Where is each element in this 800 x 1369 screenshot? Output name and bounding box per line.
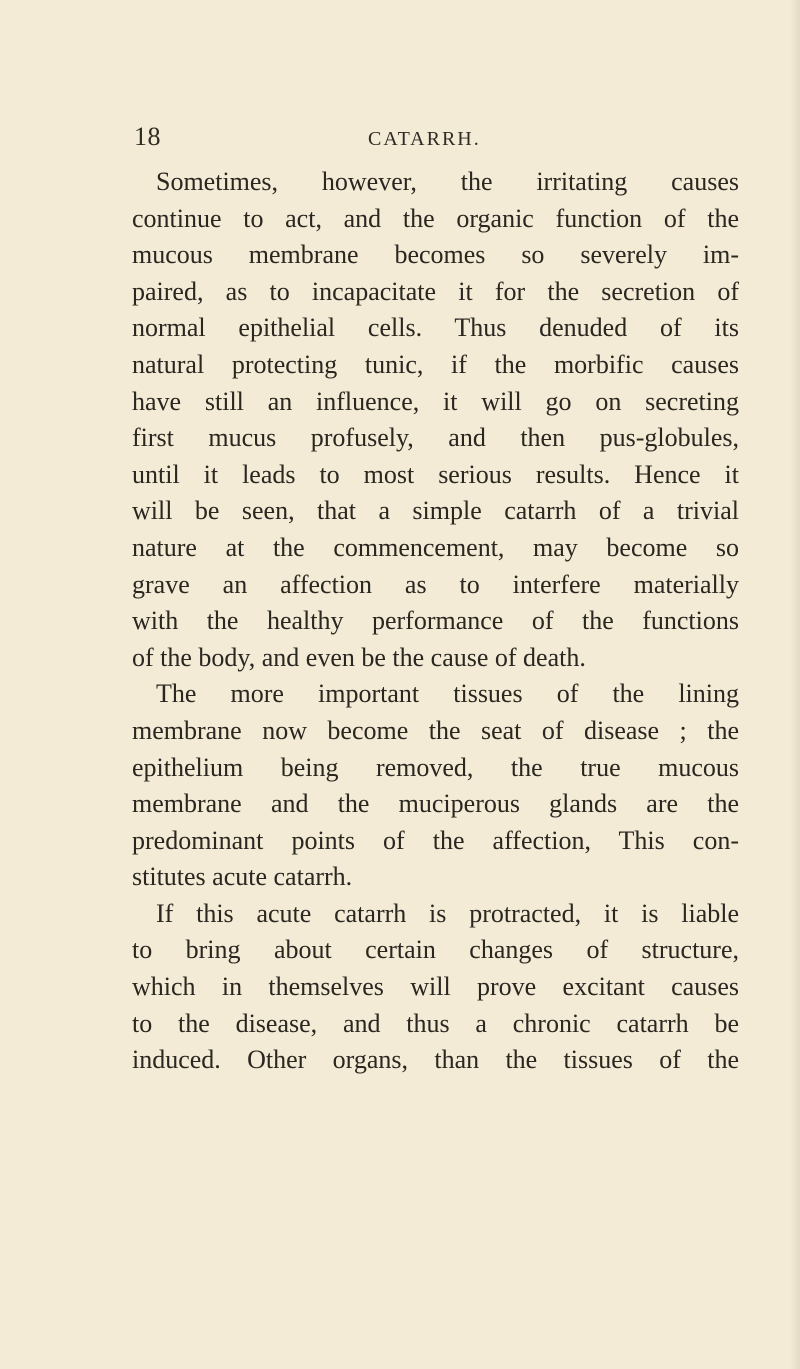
text-line: membrane now become the seat of disease ; the [132,715,739,745]
body-text [132,164,739,1079]
page-header [0,122,800,162]
text-line: which in themselves will prove excitant causes [132,972,739,1002]
text-line: mucous membrane becomes so severely im- [132,240,739,270]
text-line: Sometimes, however, the irritating causes [156,167,739,196]
text-line: nature at the commencement, may become so [132,532,739,562]
text-line: paired, as to incapacitate it for the secretion of [132,276,739,306]
text-line: grave an affection as to interfere materially [132,569,739,599]
text-line: to bring about certain changes of structure, [132,935,739,965]
text-line: until it leads to most serious results. Hence it [132,459,739,489]
text-line: membrane and the muciperous glands are the [132,789,739,819]
text-line: of the body, and even be the cause of death. [132,642,586,672]
text-line: induced. Other organs, than the tissues of the [132,1045,739,1075]
text-line: will be seen, that a simple catarrh of a trivial [132,496,739,526]
running-head: CATARRH. [368,128,481,150]
text-line: first mucus profusely, and then pus-globules, [132,423,739,453]
text-line: with the healthy performance of the functions [132,606,739,636]
text-line: have still an influence, it will go on secreting [132,386,739,416]
text-line: to the disease, and thus a chronic catarrh be [132,1008,739,1038]
text-line: epithelium being removed, the true mucous [132,752,739,782]
text-line: normal epithelial cells. Thus denuded of its [132,313,739,343]
text-line: natural protecting tunic, if the morbific causes [132,349,739,379]
text-line: predominant points of the affection, This con- [132,825,739,855]
text-line: If this acute catarrh is protracted, it is liable [156,898,739,928]
text-line: The more important tissues of the lining [156,679,739,709]
text-line: stitutes acute catarrh. [132,862,353,892]
page-edge-shadow [790,0,800,1369]
text-line: continue to act, and the organic function of the [132,203,739,233]
page-number: 18 [134,122,161,151]
